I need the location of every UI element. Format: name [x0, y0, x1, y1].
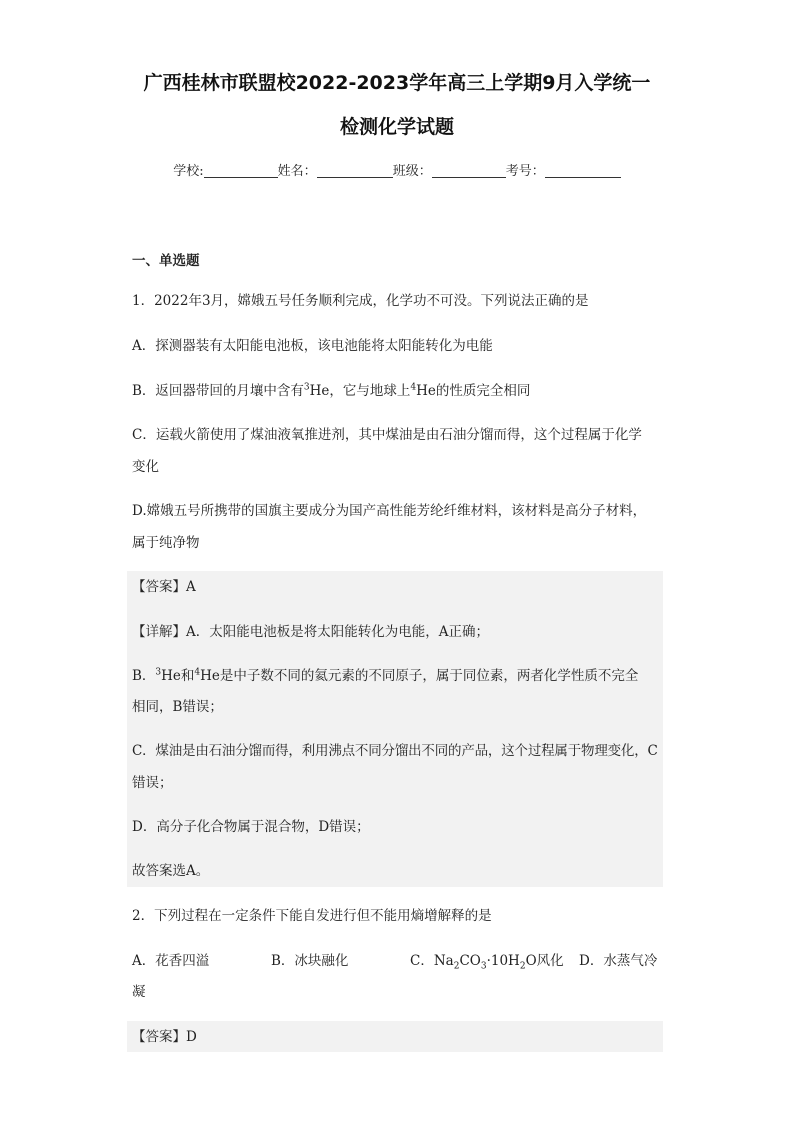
q1-detail-b-line2: 相同，B错误； [132, 699, 223, 715]
class-blank[interactable] [432, 163, 506, 178]
q1-option-a: A．探测器装有太阳能电池板，该电池能将太阳能转化为电能 [132, 338, 493, 354]
q2-stem: 2．下列过程在一定条件下能自发进行但不能用熵增解释的是 [132, 908, 492, 924]
q2-option-c: C．$Na_2CO_3\cdot 10H_2O$风化 [410, 953, 564, 972]
q1-conclusion: 故答案选A。 [132, 863, 210, 879]
q1-option-c-line2: 变化 [132, 459, 159, 475]
page-title-line1: 广西桂林市联盟校2022-2023学年高三上学期9月入学统一 [143, 72, 651, 94]
q1-detail-c-line2: 错误； [132, 775, 173, 791]
q1-detail-a: 【详解】A．太阳能电池板是将太阳能转化为电能，A正确； [132, 624, 489, 640]
number-label: 考号： [505, 164, 545, 179]
number-blank[interactable] [545, 163, 621, 178]
q1-option-b: B．返回器带回的月壤中含有$^3$He，它与地球上$^4$He的性质完全相同 [132, 382, 531, 399]
q1-option-c-line1: C．运载火箭使用了煤油液氧推进剂，其中煤油是由石油分馏而得，这个过程属于化学 [132, 427, 642, 443]
q2-option-d: D．水蒸气冷 [579, 953, 658, 969]
q1-detail-b-line1: B．$^3$He和$^4$He是中子数不同的氦元素的不同原子，属于同位素，两者化学性质不完全 [132, 667, 639, 684]
name-blank[interactable] [317, 163, 393, 178]
q1-answer-block [127, 571, 663, 887]
student-info-row [0, 160, 794, 179]
class-label: 班级： [392, 164, 432, 179]
name-label: 姓名： [277, 164, 317, 179]
school-blank[interactable] [204, 163, 278, 178]
q1-option-d-line2: 属于纯净物 [132, 535, 200, 551]
q2-option-a: A．花香四溢 [132, 953, 210, 969]
q2-answer-block [127, 1021, 663, 1052]
q2-option-b: B．冰块融化 [271, 953, 349, 969]
school-label: 学校: [173, 164, 204, 179]
page-title-line2: 检测化学试题 [339, 116, 454, 138]
q1-option-d-line1: D.嫦娥五号所携带的国旗主要成分为国产高性能芳纶纤维材料，该材料是高分子材料， [132, 503, 647, 519]
q1-answer: 【答案】A [132, 579, 196, 595]
section-title: 一、单选题 [132, 253, 200, 269]
q1-stem: 1．2022年3月，嫦娥五号任务顺利完成，化学功不可没。下列说法正确的是 [132, 293, 589, 309]
q2-answer: 【答案】D [132, 1029, 197, 1045]
q1-detail-c-line1: C．煤油是由石油分馏而得，利用沸点不同分馏出不同的产品，这个过程属于物理变化，C [132, 743, 658, 759]
q2-option-d-line2: 凝 [132, 984, 146, 1000]
q1-detail-d: D．高分子化合物属于混合物，D错误； [132, 819, 370, 835]
